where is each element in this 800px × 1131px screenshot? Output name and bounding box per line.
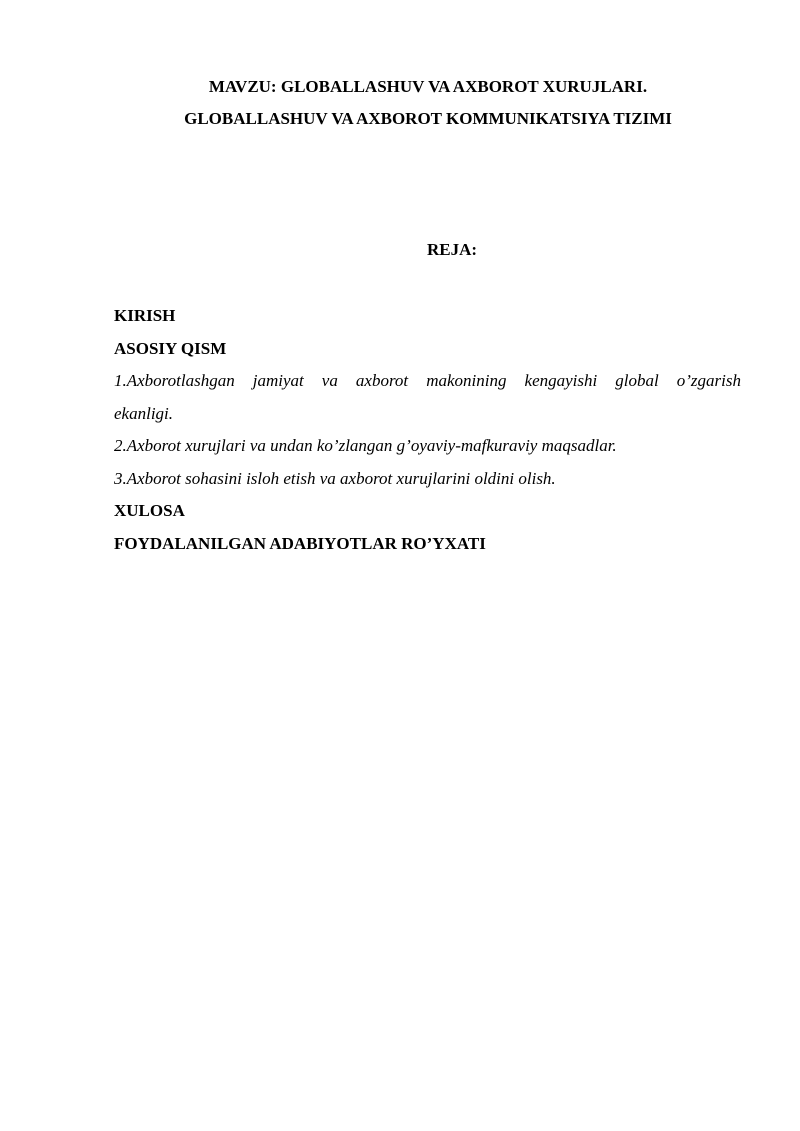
plan-item-1-line-2: ekanligi. [114, 403, 174, 423]
document-title-line-2: GLOBALLASHUV VA AXBOROT KOMMUNIKATSIYA TIZIMI [184, 109, 672, 128]
plan-item-references: FOYDALANILGAN ADABIYOTLAR RO’YXATI [114, 533, 486, 553]
plan-list [114, 300, 741, 560]
plan-item-conclusion: XULOSA [114, 501, 185, 520]
plan-heading: REJA: [426, 240, 478, 259]
plan-item-2: 2.Axborot xurujlari va undan ko’zlangan g’oyaviy-mafkuraviy maqsadlar. [114, 436, 617, 455]
document-title-line-1: MAVZU: GLOBALLASHUV VA AXBOROT XURUJLARI. [208, 77, 648, 96]
plan-item-3: 3.Axborot sohasini isloh etish va axborot xurujlarini oldini olish. [114, 468, 556, 488]
plan-item-intro: KIRISH [114, 306, 176, 325]
plan-item-main-part: ASOSIY QISM [114, 338, 227, 358]
plan-item-1-line-1: 1.Axborotlashgan jamiyat va axborot makonining kengayishi global o’zgarish [114, 371, 741, 390]
